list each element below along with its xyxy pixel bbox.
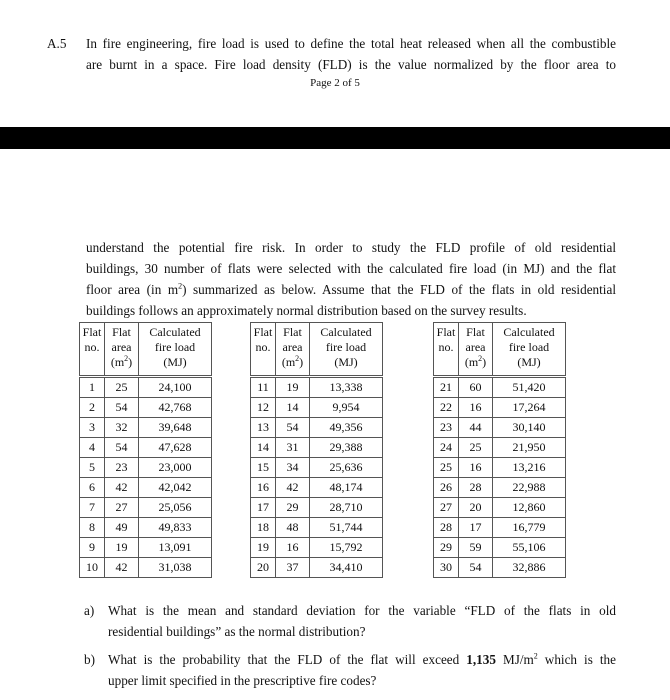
- cell-fire-load: 21,950: [493, 438, 566, 458]
- cell-flat-no: 10: [80, 558, 105, 578]
- table-row: [80, 418, 212, 438]
- cell-fire-load: 39,648: [139, 418, 212, 438]
- table-row: [80, 478, 212, 498]
- table-row: [251, 538, 383, 558]
- cell-flat-area: 31: [276, 438, 310, 458]
- cell-flat-area: 17: [459, 518, 493, 538]
- table-row: [251, 418, 383, 438]
- table-row: [251, 458, 383, 478]
- cell-flat-no: 16: [251, 478, 276, 498]
- cell-flat-area: 28: [459, 478, 493, 498]
- cell-flat-no: 27: [434, 498, 459, 518]
- cell-flat-no: 9: [80, 538, 105, 558]
- intro-line-1: In fire engineering, fire load is used to define the total heat released when all the combustible: [86, 36, 616, 51]
- table-row: [434, 398, 566, 418]
- cell-flat-area: 60: [459, 377, 493, 398]
- cell-fire-load: 16,779: [493, 518, 566, 538]
- cell-flat-area: 54: [459, 558, 493, 578]
- table-row: [434, 418, 566, 438]
- table-row: [80, 498, 212, 518]
- question-intro: [86, 33, 616, 75]
- header-fire-load: Calculated fire load (MJ): [310, 323, 383, 377]
- cell-fire-load: 42,042: [139, 478, 212, 498]
- cell-fire-load: 25,636: [310, 458, 383, 478]
- cell-flat-no: 26: [434, 478, 459, 498]
- table-row: [251, 518, 383, 538]
- cell-flat-no: 2: [80, 398, 105, 418]
- table-row: [251, 558, 383, 578]
- cell-flat-no: 28: [434, 518, 459, 538]
- cell-flat-no: 17: [251, 498, 276, 518]
- table-row: [434, 458, 566, 478]
- cell-fire-load: 49,356: [310, 418, 383, 438]
- table-row: [251, 377, 383, 398]
- header-flat-area: Flat area $(m^2)$: [276, 323, 310, 377]
- cell-flat-area: 37: [276, 558, 310, 578]
- cell-fire-load: 49,833: [139, 518, 212, 538]
- cell-flat-area: 19: [276, 377, 310, 398]
- flat-table-1: [79, 322, 212, 578]
- cell-fire-load: 51,744: [310, 518, 383, 538]
- cell-flat-area: 49: [105, 518, 139, 538]
- cell-flat-area: 44: [459, 418, 493, 438]
- table-row: [80, 377, 212, 398]
- table-row: [434, 498, 566, 518]
- cell-fire-load: 31,038: [139, 558, 212, 578]
- cell-fire-load: 28,710: [310, 498, 383, 518]
- table-row: [251, 478, 383, 498]
- header-flat-area: Flat area $(m^2)$: [105, 323, 139, 377]
- cell-flat-area: 23: [105, 458, 139, 478]
- continuation-line-4: buildings follows an approximately normal distribution based on the survey results.: [86, 303, 527, 318]
- cell-flat-area: 54: [276, 418, 310, 438]
- table-row: [80, 558, 212, 578]
- table-row: [80, 518, 212, 538]
- cell-flat-area: 48: [276, 518, 310, 538]
- cell-flat-no: 5: [80, 458, 105, 478]
- cell-flat-area: 59: [459, 538, 493, 558]
- cell-flat-no: 20: [251, 558, 276, 578]
- table-row: [251, 438, 383, 458]
- cell-fire-load: 24,100: [139, 377, 212, 398]
- cell-flat-no: 25: [434, 458, 459, 478]
- table-row: [251, 398, 383, 418]
- header-flat-no: Flat no.: [251, 323, 276, 377]
- table-row: [80, 458, 212, 478]
- cell-flat-area: 32: [105, 418, 139, 438]
- cell-flat-no: 7: [80, 498, 105, 518]
- continuation-line-3: floor area (in $m^2$) summarized as below. Assume that the FLD of the flats in old residential: [86, 281, 616, 297]
- cell-flat-no: 24: [434, 438, 459, 458]
- cell-fire-load: 51,420: [493, 377, 566, 398]
- cell-fire-load: 29,388: [310, 438, 383, 458]
- cell-fire-load: 47,628: [139, 438, 212, 458]
- cell-flat-no: 4: [80, 438, 105, 458]
- table-row: [80, 538, 212, 558]
- intro-line-2: are burnt in a space. Fire load density (FLD) is the value normalized by the floor area to: [86, 57, 616, 72]
- cell-flat-area: 34: [276, 458, 310, 478]
- header-fire-load: Calculated fire load (MJ): [493, 323, 566, 377]
- header-flat-no: Flat no.: [80, 323, 105, 377]
- table-row: [434, 438, 566, 458]
- cell-flat-no: 19: [251, 538, 276, 558]
- table-header-row: [434, 323, 566, 377]
- cell-flat-no: 12: [251, 398, 276, 418]
- cell-flat-no: 21: [434, 377, 459, 398]
- cell-fire-load: 15,792: [310, 538, 383, 558]
- table-row: [80, 438, 212, 458]
- question-number: A.5: [47, 36, 67, 51]
- cell-flat-no: 6: [80, 478, 105, 498]
- table-row: [251, 498, 383, 518]
- flat-table-3: [433, 322, 566, 578]
- table-row: [80, 398, 212, 418]
- cell-flat-no: 13: [251, 418, 276, 438]
- table-header-row: [251, 323, 383, 377]
- sub-question-b-text: What is the probability that the FLD of the flat will exceed 1,135 $MJ/m^2$ which is the upper limit specified in the prescriptive fire codes?: [108, 651, 616, 688]
- cell-flat-no: 11: [251, 377, 276, 398]
- cell-flat-area: 16: [459, 458, 493, 478]
- cell-fire-load: 9,954: [310, 398, 383, 418]
- cell-flat-area: 20: [459, 498, 493, 518]
- continuation-line-2: buildings, 30 number of flats were selected with the calculated fire load (in MJ) and the flat: [86, 261, 616, 276]
- header-flat-area: Flat area $(m^2)$: [459, 323, 493, 377]
- cell-flat-area: 42: [105, 558, 139, 578]
- cell-flat-no: 29: [434, 538, 459, 558]
- cell-flat-no: 15: [251, 458, 276, 478]
- cell-fire-load: 12,860: [493, 498, 566, 518]
- cell-flat-no: 30: [434, 558, 459, 578]
- table-row: [434, 478, 566, 498]
- cell-fire-load: 13,216: [493, 458, 566, 478]
- cell-flat-no: 18: [251, 518, 276, 538]
- cell-flat-area: 42: [276, 478, 310, 498]
- page-break-bar: [0, 127, 670, 149]
- cell-flat-area: 16: [276, 538, 310, 558]
- cell-flat-area: 54: [105, 398, 139, 418]
- table-row: [434, 538, 566, 558]
- question-continuation: [86, 237, 616, 321]
- cell-flat-area: 16: [459, 398, 493, 418]
- cell-fire-load: 48,174: [310, 478, 383, 498]
- cell-flat-area: 25: [459, 438, 493, 458]
- cell-flat-no: 23: [434, 418, 459, 438]
- cell-fire-load: 13,338: [310, 377, 383, 398]
- cell-flat-area: 19: [105, 538, 139, 558]
- cell-flat-no: 14: [251, 438, 276, 458]
- cell-fire-load: 25,056: [139, 498, 212, 518]
- sub-question-a-text: What is the mean and standard deviation for the variable “FLD of the flats in old residential buildings” as the normal distribution?: [108, 603, 616, 639]
- header-flat-no: Flat no.: [434, 323, 459, 377]
- table-row: [434, 377, 566, 398]
- cell-flat-no: 1: [80, 377, 105, 398]
- cell-flat-area: 14: [276, 398, 310, 418]
- page-label: Page 2 of 5: [310, 77, 360, 89]
- cell-fire-load: 32,886: [493, 558, 566, 578]
- table-header-row: [80, 323, 212, 377]
- cell-flat-no: 8: [80, 518, 105, 538]
- cell-flat-area: 25: [105, 377, 139, 398]
- cell-fire-load: 42,768: [139, 398, 212, 418]
- cell-flat-area: 27: [105, 498, 139, 518]
- flat-table-2: [250, 322, 383, 578]
- table-row: [434, 558, 566, 578]
- cell-flat-area: 29: [276, 498, 310, 518]
- cell-fire-load: 17,264: [493, 398, 566, 418]
- sub-question-b-label: b): [84, 652, 95, 667]
- sub-question-a-label: a): [84, 603, 95, 618]
- cell-flat-area: 42: [105, 478, 139, 498]
- cell-fire-load: 34,410: [310, 558, 383, 578]
- cell-fire-load: 30,140: [493, 418, 566, 438]
- cell-flat-area: 54: [105, 438, 139, 458]
- continuation-line-1: understand the potential fire risk. In order to study the FLD profile of old residential: [86, 240, 616, 255]
- cell-fire-load: 13,091: [139, 538, 212, 558]
- cell-fire-load: 22,988: [493, 478, 566, 498]
- cell-fire-load: 23,000: [139, 458, 212, 478]
- header-fire-load: Calculated fire load (MJ): [139, 323, 212, 377]
- table-row: [434, 518, 566, 538]
- cell-fire-load: 55,106: [493, 538, 566, 558]
- cell-flat-no: 3: [80, 418, 105, 438]
- cell-flat-no: 22: [434, 398, 459, 418]
